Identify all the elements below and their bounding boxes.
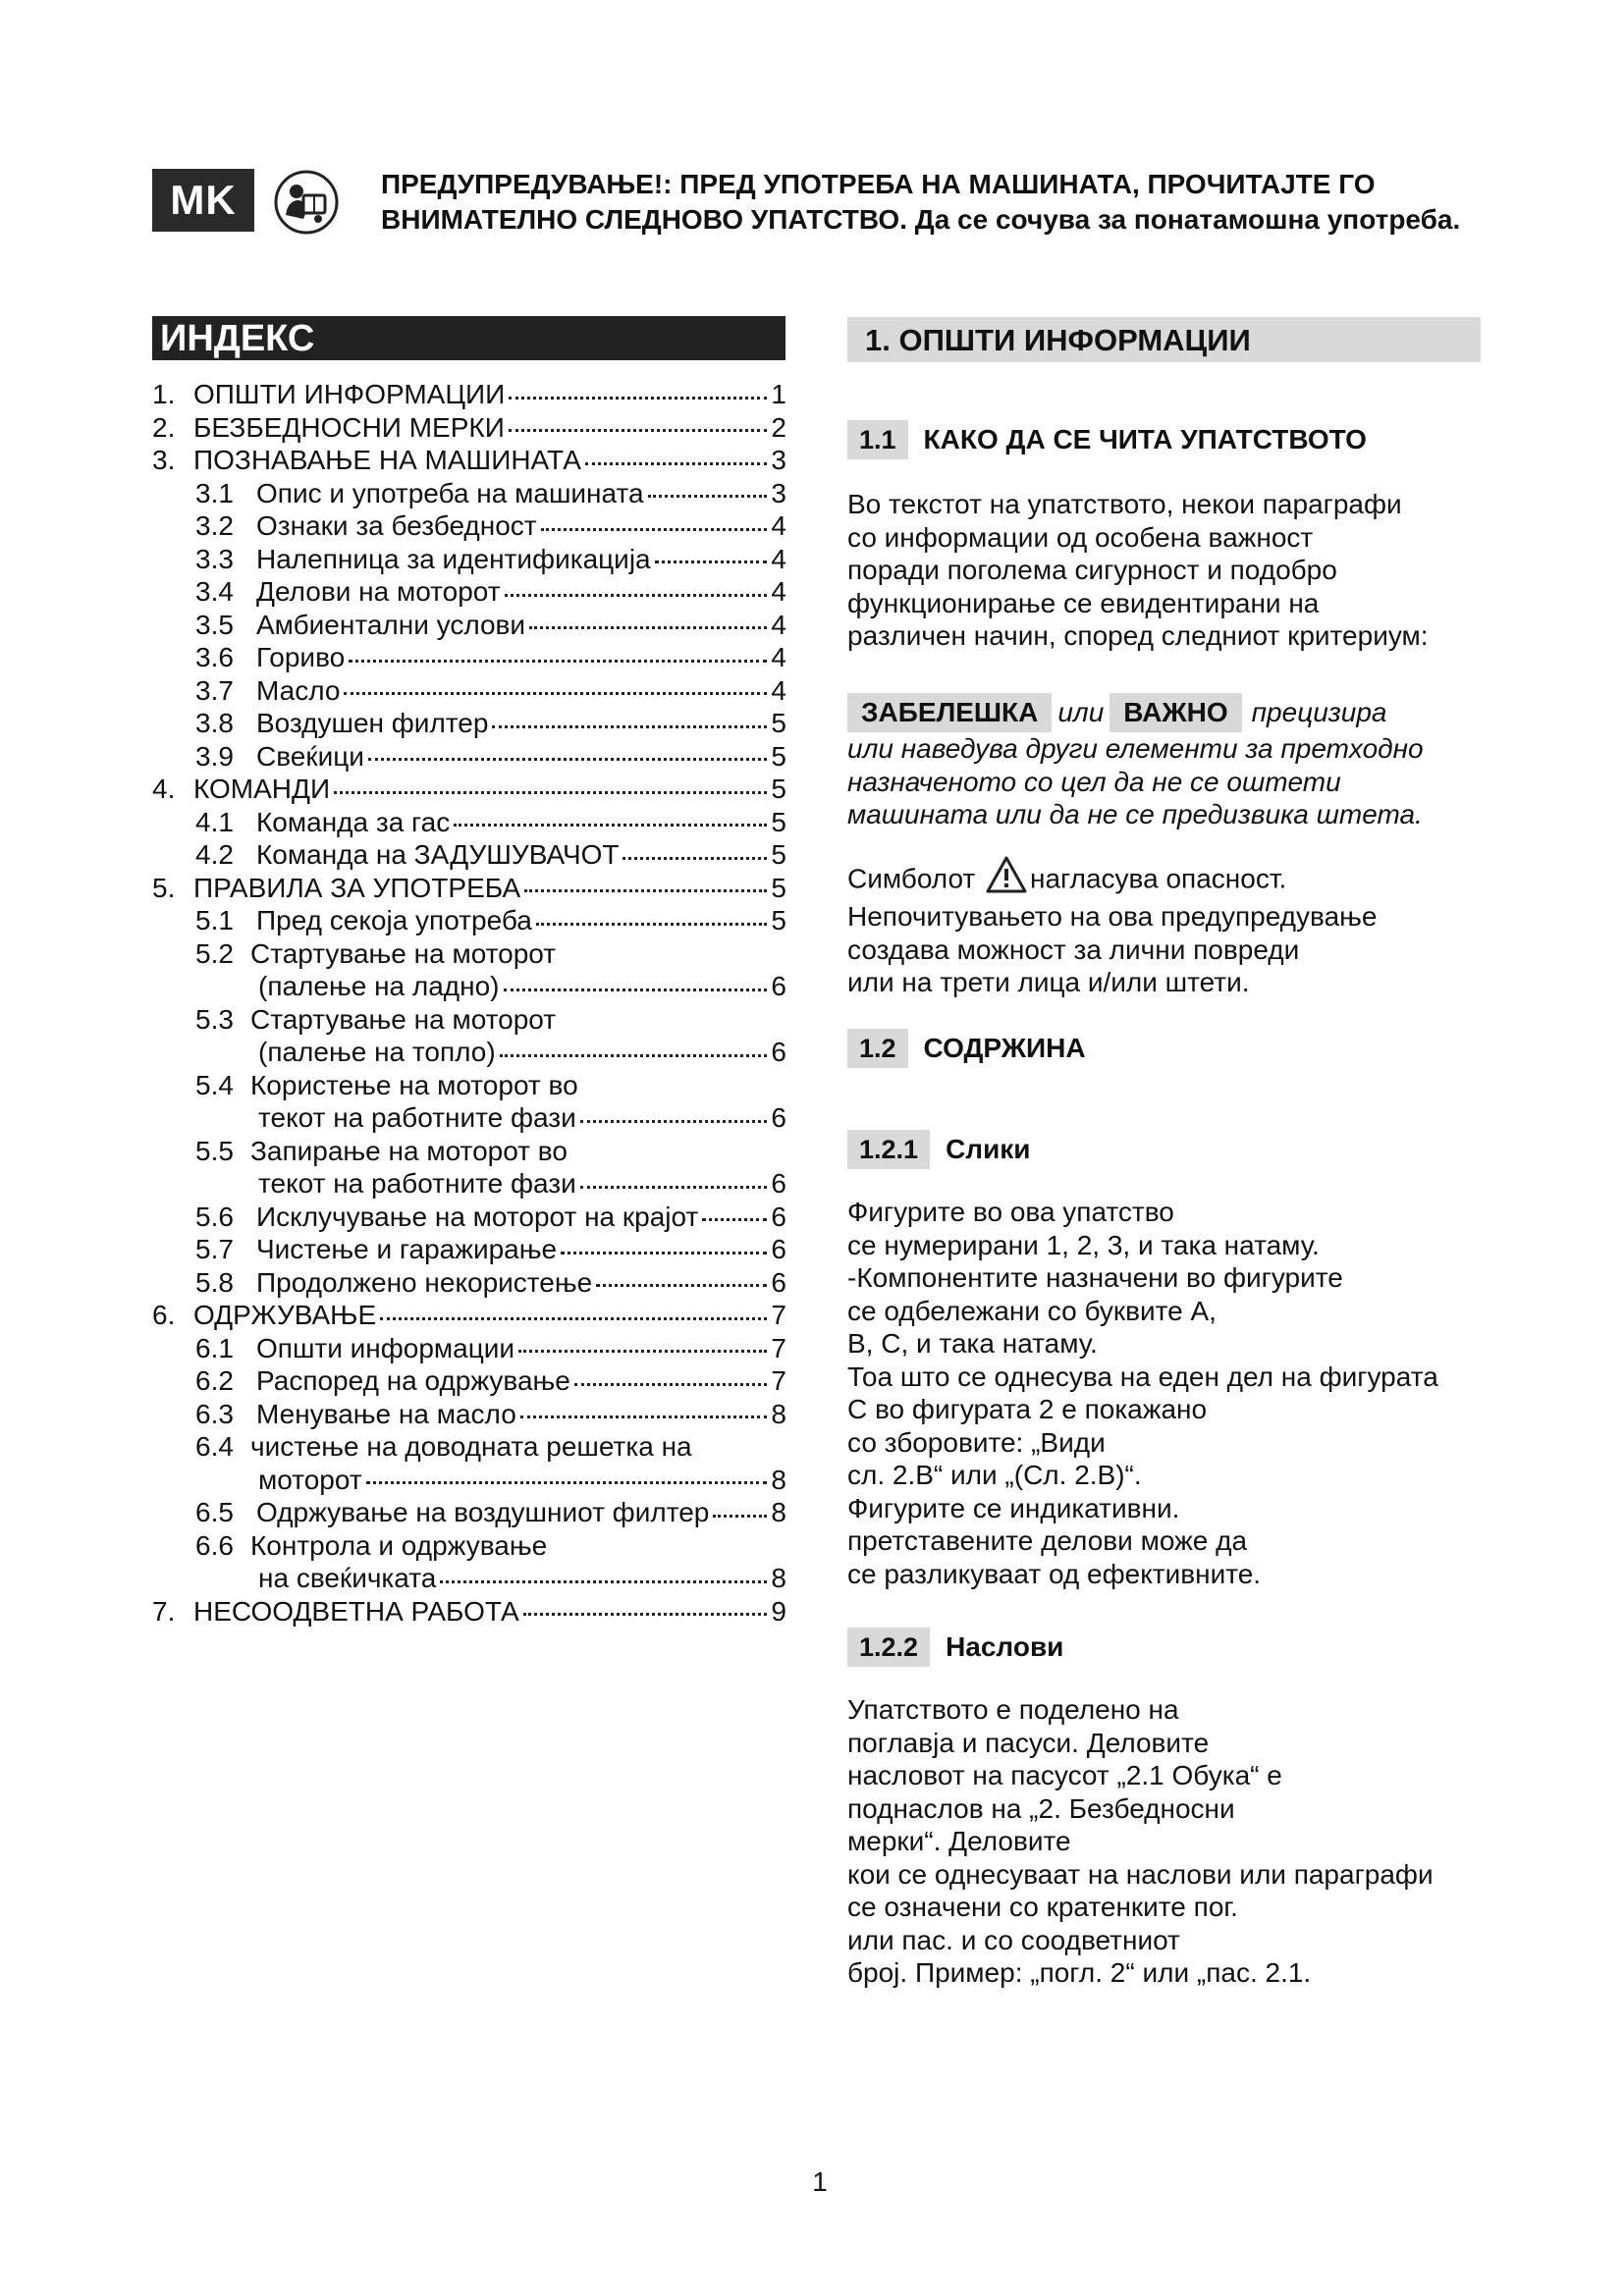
text-line: мерки“. Деловите (847, 1826, 1071, 1856)
text-line: се нумерирани 1, 2, 3, и така натаму. (847, 1229, 1320, 1260)
toc-entry (152, 543, 786, 576)
toc-text: Ознаки за безбедност (256, 510, 537, 541)
toc-page: 8 (771, 1398, 786, 1429)
toc-text: текот на работните фази (258, 1168, 576, 1199)
toc-leader (380, 1317, 767, 1320)
toc-page: 4 (771, 674, 786, 706)
toc-page: 6 (771, 1201, 786, 1232)
toc-page: 6 (771, 1266, 786, 1298)
toc-leader (580, 1186, 767, 1189)
text-line: се разликуваат од ефективните. (847, 1558, 1262, 1589)
toc-text: Опис и употреба на машината (256, 477, 644, 508)
toc-leader (523, 1613, 767, 1616)
toc-entry (152, 378, 786, 411)
toc-number: 5.3 (195, 1003, 234, 1035)
toc-entry (152, 806, 786, 839)
symbol-after: нагласува опасност. (1030, 863, 1287, 894)
text-line: Во текстот на упатството, некои параграфи (847, 489, 1402, 519)
text-line: претставените делови може да (847, 1525, 1248, 1556)
toc-leader (509, 429, 767, 432)
toc-entry (152, 1135, 786, 1168)
toc-text: ОПШТИ ИНФОРМАЦИИ (193, 379, 506, 409)
text-line: кои се однесуваат на наслови или параграфи (847, 1858, 1434, 1890)
toc-text: Свеќици (256, 740, 364, 772)
toc-entry (152, 773, 786, 806)
toc-page: 8 (771, 1563, 786, 1593)
toc-leader (585, 462, 767, 465)
figures-paragraph (847, 1196, 1495, 1590)
toc-text: ПРАВИЛА ЗА УПОТРЕБА (193, 872, 521, 903)
subsection-heading-1-2-1 (847, 1130, 1031, 1169)
warning-line-1: ПРЕДУПРЕДУВАЊЕ!: ПРЕД УПОТРЕБА НА МАШИНАТА, ПРОЧИТАЈТЕ ГО (381, 169, 1376, 199)
toc-leader (500, 1054, 767, 1057)
toc-text: Налепница за идентификација (256, 543, 651, 574)
toc-leader (368, 758, 767, 761)
page-number: 1 (812, 2166, 828, 2197)
subsection-number: 1.2.2 (847, 1628, 930, 1667)
toc-page: 3 (771, 445, 786, 475)
toc-number: 3. (152, 445, 176, 475)
text-line: Упатството е поделено на (847, 1694, 1179, 1725)
toc-leader (596, 1284, 767, 1287)
toc-number: 6. (152, 1300, 176, 1330)
toc-leader (536, 923, 767, 926)
text-line: Фигурите во ова упатство (847, 1197, 1174, 1227)
toc-entry (152, 937, 786, 971)
text-line: Тоа што се однесува на еден дел на фигурата (847, 1361, 1438, 1392)
subsection-heading-1-2-2 (847, 1628, 1063, 1667)
subsection-number: 1.2.1 (847, 1130, 930, 1169)
toc-page: 8 (771, 1497, 786, 1527)
toc-leader (580, 1120, 767, 1123)
toc-page: 4 (771, 609, 786, 640)
toc-number: 3.5 (195, 609, 234, 640)
toc-number: 5.7 (195, 1234, 234, 1264)
toc-page: 5 (771, 839, 786, 870)
toc-page: 4 (771, 576, 786, 607)
toc-leader (574, 1383, 767, 1386)
toc-entry (152, 1299, 786, 1332)
text-line: Непочитувањето на ова предупредување (847, 901, 1378, 932)
toc-text: НЕСООДВЕТНА РАБОТА (193, 1595, 519, 1627)
toc-leader (713, 1515, 767, 1518)
toc-page: 5 (771, 872, 786, 903)
toc-text: Масло (256, 674, 341, 706)
subsection-title: КАКО ДА СЕ ЧИТА УПАТСТВОТО (923, 424, 1367, 454)
toc-number: 3.8 (195, 708, 234, 738)
toc-leader (505, 594, 767, 597)
toc-number: 6.3 (195, 1398, 234, 1429)
text-line: или на трети лица и/или штети. (847, 967, 1250, 997)
toc-entry (152, 575, 786, 609)
subsection-number: 1.1 (847, 420, 908, 459)
toc-number: 5.5 (195, 1135, 234, 1166)
note-paragraph (847, 693, 1495, 831)
text-line: различен начин, според следниот критериум: (847, 620, 1429, 651)
toc-text: Одржување на воздушниот филтер (256, 1497, 710, 1527)
toc-text: Запирање на моторот во (250, 1135, 568, 1166)
text-line: -Компонентите назначени во фигурите (847, 1262, 1343, 1293)
toc-text: Амбиентални услови (256, 609, 526, 640)
toc-text: Користење на моторот во (250, 1069, 578, 1100)
toc-number: 5.8 (195, 1266, 234, 1298)
toc-text: на свеќичката (258, 1563, 437, 1593)
subsection-heading-1-2 (847, 1029, 1086, 1068)
toc-page: 6 (771, 1102, 786, 1133)
toc-number: 5. (152, 872, 176, 903)
toc-entry (152, 509, 786, 543)
toc-text: КОМАНДИ (193, 774, 331, 804)
toc-entry-continuation (152, 1036, 786, 1069)
toc-number: 3.4 (195, 576, 234, 607)
note-label: ЗАБЕЛЕШКА (847, 693, 1052, 732)
toc-leader (509, 397, 767, 400)
toc-number: 6.1 (195, 1332, 234, 1363)
toc-page: 9 (771, 1595, 786, 1627)
toc-page: 5 (771, 740, 786, 772)
toc-number: 6.4 (195, 1431, 234, 1462)
table-of-contents (152, 378, 786, 1628)
text-line: машината или да не се предизвика штета. (847, 799, 1423, 829)
toc-text: Команда за гас (256, 806, 451, 837)
toc-leader (520, 1415, 767, 1418)
toc-text: Исклучување на моторот на крајот (256, 1201, 699, 1232)
toc-text: (палење на ладно) (258, 971, 500, 1001)
toc-page: 5 (771, 708, 786, 738)
toc-page: 5 (771, 806, 786, 837)
toc-page: 7 (771, 1300, 786, 1330)
toc-text: БЕЗБЕДНОСНИ МЕРКИ (193, 411, 505, 443)
toc-entry (152, 872, 786, 905)
text-line: создава можност за лични повреди (847, 934, 1300, 965)
toc-entry (152, 1069, 786, 1102)
toc-leader (529, 626, 767, 629)
toc-leader (623, 857, 767, 860)
toc-text: (палење на топло) (258, 1037, 496, 1067)
text-line: функционирање се евидентирани на (847, 587, 1320, 618)
toc-number: 6.2 (195, 1365, 234, 1396)
read-manual-icon (274, 170, 339, 235)
intro-paragraph (847, 488, 1495, 653)
text-line: број. Пример: „погл. 2“ или „пас. 2.1. (847, 1957, 1312, 1988)
subsection-number: 1.2 (847, 1029, 908, 1068)
toc-leader (702, 1218, 767, 1221)
toc-entry-continuation (152, 1167, 786, 1201)
subsection-title: СОДРЖИНА (923, 1033, 1086, 1063)
toc-number: 5.6 (195, 1201, 234, 1232)
text-line: со информации од особена важност (847, 521, 1314, 553)
toc-entry (152, 1496, 786, 1529)
text-line: поглавја и пасуси. Деловите (847, 1727, 1210, 1758)
toc-leader (334, 791, 767, 794)
toc-text: Чистење и гаражирање (256, 1234, 558, 1264)
warning-header (381, 167, 1540, 238)
toc-leader (454, 824, 767, 827)
toc-leader (524, 889, 767, 892)
toc-number: 6.6 (195, 1529, 234, 1561)
toc-leader (518, 1350, 767, 1353)
toc-text: моторот (258, 1464, 362, 1495)
toc-text: Продолжено некористење (256, 1266, 593, 1298)
text-line: или пас. и со соодветниот (847, 1924, 1180, 1955)
toc-text: Менување на масло (256, 1398, 516, 1429)
toc-entry (152, 411, 786, 445)
titles-paragraph (847, 1693, 1495, 1990)
note-after: прецизира (1251, 697, 1387, 728)
text-line: поднаслов на „2. Безбедносни (847, 1792, 1235, 1824)
toc-entry (152, 1266, 786, 1300)
toc-number: 3.7 (195, 674, 234, 706)
toc-number: 3.2 (195, 510, 234, 541)
toc-number: 1. (152, 379, 176, 409)
toc-entry-continuation (152, 1562, 786, 1595)
toc-text: ОДРЖУВАЊЕ (193, 1300, 377, 1330)
toc-entry-continuation (152, 1101, 786, 1135)
toc-number: 3.1 (195, 477, 234, 508)
toc-page: 4 (771, 642, 786, 672)
toc-page: 6 (771, 1168, 786, 1199)
toc-page: 3 (771, 477, 786, 508)
toc-entry (152, 1595, 786, 1629)
toc-number: 7. (152, 1595, 176, 1627)
toc-page: 8 (771, 1464, 786, 1495)
toc-page: 7 (771, 1332, 786, 1363)
toc-text: Општи информации (256, 1332, 515, 1363)
toc-number: 3.6 (195, 642, 234, 672)
language-badge: MK (152, 169, 254, 232)
toc-entry (152, 609, 786, 642)
toc-entry (152, 1332, 786, 1365)
toc-text: Воздушен филтер (256, 708, 489, 738)
toc-entry (152, 477, 786, 510)
text-line: поради поголема сигурност и подобро (847, 555, 1337, 585)
note-or: или (1057, 697, 1105, 728)
toc-entry (152, 1201, 786, 1234)
toc-number: 4. (152, 774, 176, 804)
toc-number: 5.4 (195, 1069, 234, 1100)
toc-page: 4 (771, 543, 786, 574)
toc-leader (440, 1580, 767, 1583)
toc-text: Гориво (256, 642, 346, 672)
text-line: сл. 2.B“ или „(Сл. 2.B)“. (847, 1460, 1142, 1490)
section-title: 1. ОПШТИ ИНФОРМАЦИИ (847, 317, 1481, 362)
toc-entry (152, 1233, 786, 1266)
index-title: ИНДЕКС (152, 316, 785, 360)
warning-line-2: ВНИМАТЕЛНО СЛЕДНОВО УПАТСТВО. Да се сочува за понатамошна употреба. (381, 204, 1461, 235)
toc-text: текот на работните фази (258, 1102, 576, 1133)
symbol-before: Симболот (847, 863, 976, 894)
toc-leader (655, 561, 767, 563)
toc-entry (152, 444, 786, 477)
toc-entry (152, 1529, 786, 1563)
toc-page: 6 (771, 1037, 786, 1067)
toc-number: 6.5 (195, 1497, 234, 1527)
toc-leader (349, 660, 767, 663)
toc-leader (541, 528, 767, 531)
text-line: Фигурите се индикативни. (847, 1492, 1180, 1523)
subsection-title: Наслови (946, 1631, 1064, 1662)
toc-number: 4.1 (195, 806, 234, 837)
toc-entry (152, 1430, 786, 1464)
toc-text: Стартување на моторот (250, 1003, 557, 1035)
toc-entry (152, 1398, 786, 1431)
toc-entry (152, 674, 786, 708)
toc-number: 3.9 (195, 740, 234, 772)
toc-page: 6 (771, 1234, 786, 1264)
important-label: ВАЖНО (1110, 693, 1241, 732)
toc-leader (344, 692, 767, 695)
toc-number: 5.1 (195, 905, 234, 935)
toc-leader (492, 725, 767, 728)
toc-text: Стартување на моторот (250, 937, 557, 969)
toc-text: Пред секоја употреба (256, 905, 532, 935)
subsection-title: Слики (946, 1134, 1031, 1164)
toc-page: 2 (771, 411, 786, 443)
toc-leader (366, 1481, 767, 1484)
text-line: насловот на пасусот „2.1 Обука“ е (847, 1760, 1282, 1790)
toc-text: чистење на доводната решетка на (250, 1431, 692, 1462)
toc-text: Распоред на одржување (256, 1365, 570, 1396)
toc-entry (152, 838, 786, 872)
text-line: со зборовите: „Види (847, 1426, 1106, 1458)
text-line: или наведува други елементи за претходно (847, 733, 1424, 764)
toc-entry (152, 1003, 786, 1037)
toc-text: Команда на ЗАДУШУВАЧОТ (256, 839, 620, 870)
text-line: се одбележани со буквите A, (847, 1295, 1217, 1326)
toc-leader (648, 495, 767, 498)
toc-entry (152, 707, 786, 740)
toc-page: 5 (771, 774, 786, 804)
toc-text: ПОЗНАВАЊЕ НА МАШИНАТА (193, 445, 581, 475)
toc-leader (561, 1252, 767, 1255)
toc-entry-continuation (152, 970, 786, 1003)
text-line: B, C, и така натаму. (847, 1328, 1098, 1359)
toc-page: 5 (771, 905, 786, 935)
toc-entry (152, 1364, 786, 1398)
toc-page: 7 (771, 1365, 786, 1396)
toc-entry (152, 641, 786, 674)
toc-page: 1 (771, 379, 786, 409)
text-line: C во фигурата 2 е покажано (847, 1394, 1208, 1424)
toc-entry (152, 904, 786, 937)
subsection-heading-1-1 (847, 420, 1367, 459)
toc-entry-continuation (152, 1464, 786, 1497)
toc-text: Контрола и одржување (250, 1529, 548, 1561)
toc-number: 3.3 (195, 543, 234, 574)
text-line: назначеното со цел да не се оштети (847, 766, 1341, 797)
toc-page: 4 (771, 510, 786, 541)
text-line: се означени со кратенките пог. (847, 1892, 1238, 1922)
toc-number: 5.2 (195, 937, 234, 969)
toc-number: 2. (152, 411, 176, 443)
toc-page: 6 (771, 971, 786, 1001)
toc-leader (504, 988, 768, 991)
warning-triangle-icon (985, 855, 1028, 894)
toc-number: 4.2 (195, 839, 234, 870)
toc-text: Делови на моторот (256, 576, 501, 607)
toc-entry (152, 740, 786, 774)
symbol-paragraph (847, 861, 1495, 999)
